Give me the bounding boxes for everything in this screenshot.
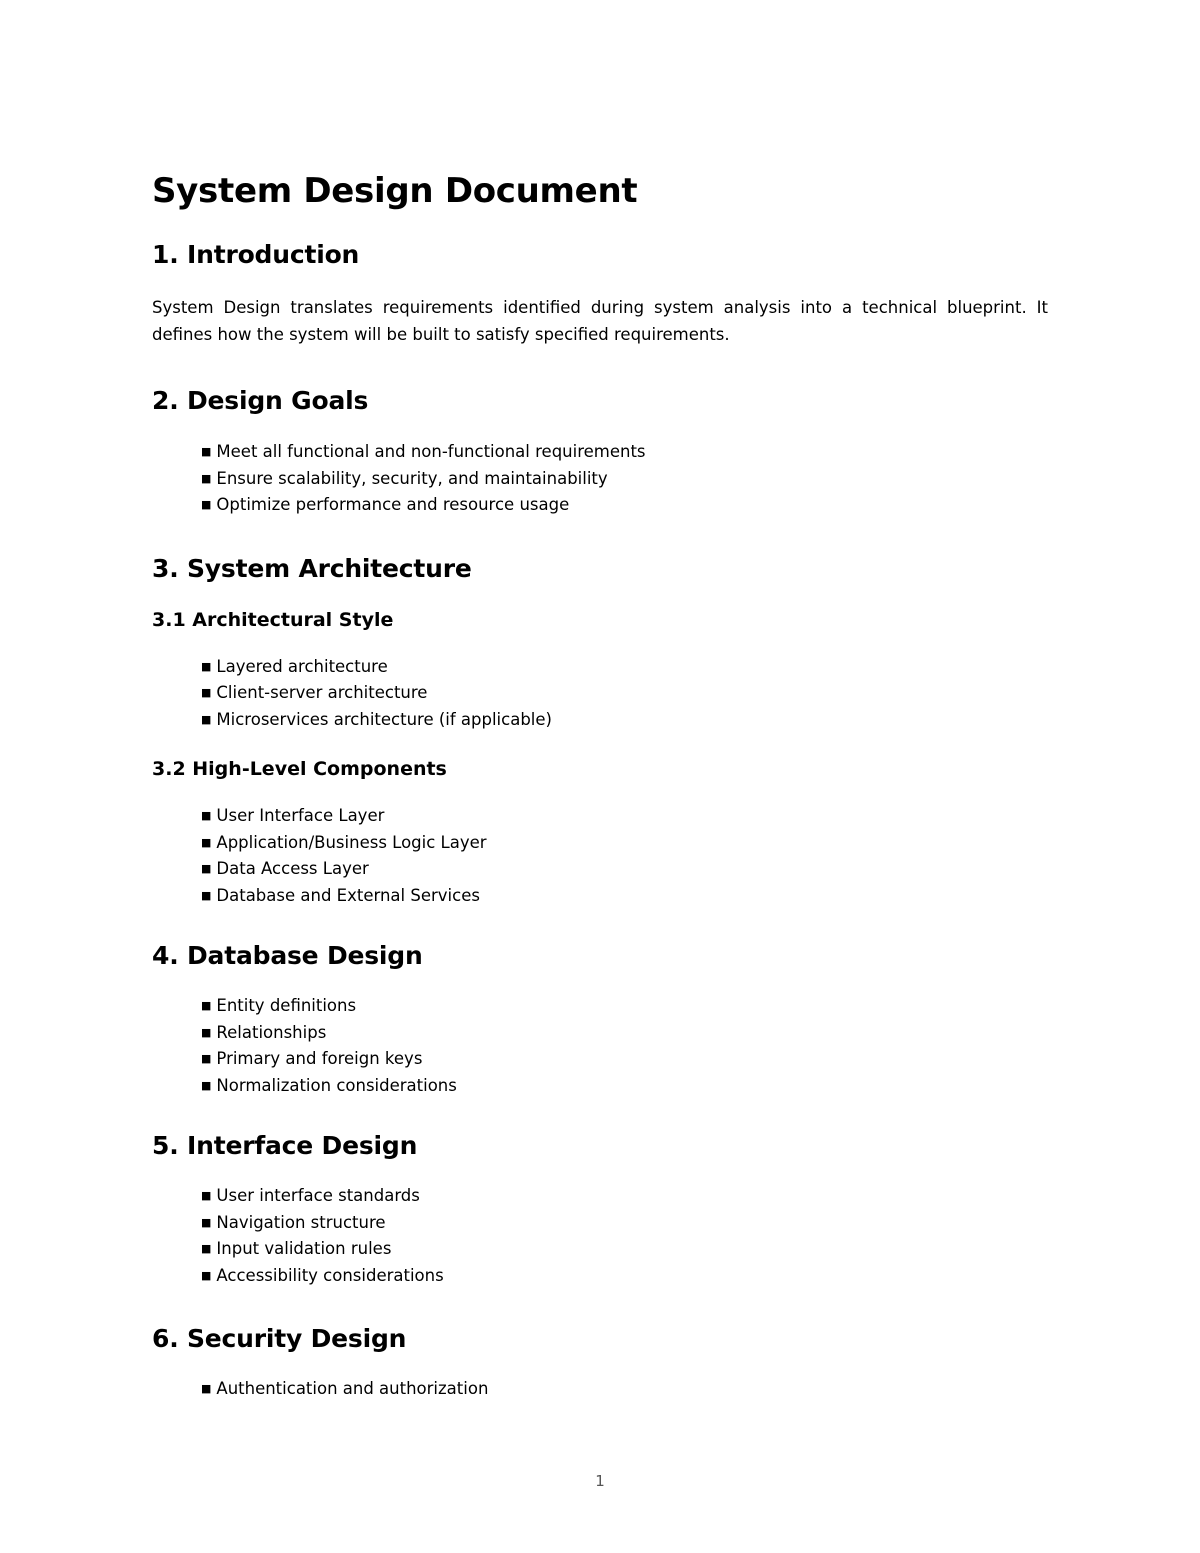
bullet-icon: ■: [201, 659, 212, 673]
page-number: 1: [595, 1472, 605, 1490]
list-item: ■ Relationships: [201, 1020, 1048, 1047]
bullet-icon: ■: [201, 1215, 212, 1229]
list-item: ■ Microservices architecture (if applicable): [201, 707, 1048, 734]
bullet-icon: ■: [201, 1268, 212, 1282]
bullet-icon: ■: [201, 471, 212, 485]
document-page: [152, 168, 1048, 1403]
list-item: ■ Optimize performance and resource usage: [201, 492, 1048, 519]
list-item: ■ User Interface Layer: [201, 803, 1048, 830]
interface-design-list: [152, 1183, 1048, 1289]
high-level-components-list: [152, 803, 1048, 909]
bullet-icon: ■: [201, 1382, 212, 1395]
list-item: ■ Meet all functional and non-functional requirements: [201, 439, 1048, 466]
subsection-heading-high-level-components: 3.2 High-Level Components: [152, 758, 447, 780]
bullet-icon: ■: [201, 712, 212, 726]
list-item: ■ Client-server architecture: [201, 680, 1048, 707]
section-heading-database-design: 4. Database Design: [152, 941, 423, 970]
bullet-icon: ■: [201, 1078, 212, 1092]
section-heading-introduction: 1. Introduction: [152, 240, 360, 269]
introduction-paragraph: System Design translates requirements identified during system analysis into a technical blueprint. It defines how the system will be built to satisfy specified requirements.: [152, 298, 1048, 344]
bullet-icon: ■: [201, 686, 212, 699]
list-item: ■ Entity definitions: [201, 993, 1048, 1020]
section-heading-system-architecture: 3. System Architecture: [152, 553, 472, 583]
list-item: ■ Layered architecture: [201, 654, 1048, 681]
list-item: ■ Authentication and authorization: [201, 1376, 1048, 1403]
database-design-list: [152, 993, 1048, 1099]
bullet-icon: ■: [201, 862, 212, 875]
list-item: ■ Navigation structure: [201, 1210, 1048, 1237]
architectural-style-list: [152, 654, 1048, 734]
bullet-icon: ■: [201, 999, 212, 1012]
bullet-icon: ■: [201, 1025, 212, 1039]
list-item: ■ Accessibility considerations: [201, 1263, 1048, 1290]
document-title: System Design Document: [152, 171, 638, 211]
bullet-icon: ■: [201, 809, 212, 822]
list-item: ■ Normalization considerations: [201, 1073, 1048, 1100]
bullet-icon: ■: [201, 1052, 212, 1065]
list-item: ■ Application/Business Logic Layer: [201, 830, 1048, 857]
list-item: ■ Primary and foreign keys: [201, 1046, 1048, 1073]
bullet-icon: ■: [201, 888, 212, 902]
bullet-icon: ■: [201, 1242, 212, 1255]
security-design-list: [152, 1376, 1048, 1403]
bullet-icon: ■: [201, 445, 212, 458]
list-item: ■ Database and External Services: [201, 883, 1048, 910]
bullet-icon: ■: [201, 835, 212, 849]
list-item: ■ Ensure scalability, security, and maintainability: [201, 466, 1048, 493]
section-heading-design-goals: 2. Design Goals: [152, 386, 369, 415]
section-heading-interface-design: 5. Interface Design: [152, 1131, 418, 1160]
design-goals-list: [152, 439, 1048, 519]
subsection-heading-architectural-style: 3.1 Architectural Style: [152, 608, 394, 631]
list-item: ■ Data Access Layer: [201, 856, 1048, 883]
section-heading-security-design: 6. Security Design: [152, 1324, 407, 1353]
list-item: ■ Input validation rules: [201, 1236, 1048, 1263]
bullet-icon: ■: [201, 1189, 212, 1202]
bullet-icon: ■: [201, 498, 212, 511]
list-item: ■ User interface standards: [201, 1183, 1048, 1210]
